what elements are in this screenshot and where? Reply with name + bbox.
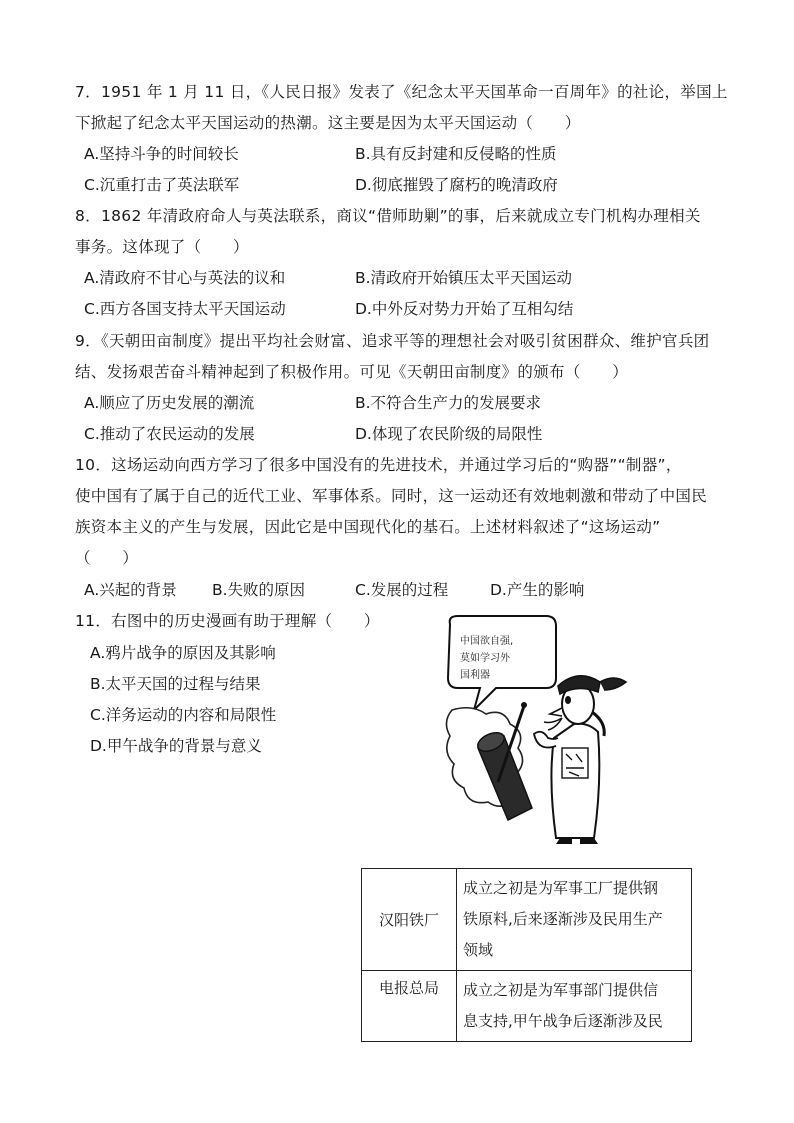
q8-option-a[interactable]: A.清政府不甘心与英法的议和 <box>84 269 286 287</box>
q11-option-c[interactable]: C.洋务运动的内容和局限性 <box>90 706 277 724</box>
q9-option-a[interactable]: A.顺应了历史发展的潮流 <box>84 394 255 412</box>
table-desc-line: 成立之初是为军事工厂提供钢 <box>463 879 659 897</box>
q7-option-c[interactable]: C.沉重打击了英法联军 <box>84 176 240 194</box>
q10-option-d[interactable]: D.产生的影响 <box>490 581 585 599</box>
bubble-text-line1: 中国欲自强, <box>460 636 514 647</box>
table-cell-desc <box>457 869 692 971</box>
q9-stem-line2: 结、发扬艰苦奋斗精神起到了积极作用。可见《天朝田亩制度》的颁布（ ） <box>75 363 629 381</box>
table-cell-name: 电报总局 <box>362 971 457 1042</box>
q10-stem-line2: 使中国有了属于自己的近代工业、军事体系。同时，这一运动还有效地刺激和带动了中国民 <box>75 487 708 505</box>
q7-stem-line2: 下掀起了纪念太平天国运动的热潮。这主要是因为太平天国运动（ ） <box>75 114 581 132</box>
history-cartoon <box>438 612 638 848</box>
q10-option-c[interactable]: C.发展的过程 <box>355 581 449 599</box>
table-cell-desc <box>457 971 692 1042</box>
q10-stem-line3: 族资本主义的产生与发展，因此它是中国现代化的基石。上述材料叙述了“这场运动” <box>75 518 661 536</box>
q8-option-b[interactable]: B.清政府开始镇压太平天国运动 <box>355 269 573 287</box>
q11-stem-line1: 11．右图中的历史漫画有助于理解（ ） <box>75 612 380 630</box>
q10-stem-line4: （ ） <box>75 549 139 567</box>
enterprise-table <box>361 868 692 1042</box>
table-desc-line: 息支持,甲午战争后逐渐涉及民 <box>463 1012 663 1030</box>
q7-stem-line1: 7．1951 年 1 月 11 日，《人民日报》发表了《纪念太平天国革命一百周年》的社论，举国上 <box>75 83 728 101</box>
q11-option-a[interactable]: A.鸦片战争的原因及其影响 <box>90 644 276 662</box>
q9-option-d[interactable]: D.体现了农民阶级的局限性 <box>355 425 543 443</box>
table-desc-line: 领域 <box>463 941 494 959</box>
q8-option-c[interactable]: C.西方各国支持太平天国运动 <box>84 300 286 318</box>
q11-option-b[interactable]: B.太平天国的过程与结果 <box>90 675 261 693</box>
table-desc-line: 铁原料,后来逐渐涉及民用生产 <box>463 910 663 928</box>
table-desc-line: 成立之初是为军事部门提供信 <box>463 981 659 999</box>
q10-option-a[interactable]: A.兴起的背景 <box>84 581 177 599</box>
q11-option-d[interactable]: D.甲午战争的背景与意义 <box>90 737 262 755</box>
q9-option-c[interactable]: C.推动了农民运动的发展 <box>84 425 255 443</box>
q7-option-d[interactable]: D.彻底摧毁了腐朽的晚清政府 <box>355 176 558 194</box>
table-row <box>362 869 692 971</box>
q8-stem-line1: 8．1862 年清政府命人与英法联系，商议“借师助剿”的事，后来就成立专门机构办理相关 <box>75 207 701 225</box>
table-cell-name: 汉阳铁厂 <box>362 869 457 971</box>
bubble-text-line3: 国利器 <box>460 670 490 681</box>
q9-option-b[interactable]: B.不符合生产力的发展要求 <box>355 394 542 412</box>
q8-option-d[interactable]: D.中外反对势力开始了互相勾结 <box>355 300 574 318</box>
table-row <box>362 971 692 1042</box>
q10-stem-line1: 10．这场运动向西方学习了很多中国没有的先进技术，并通过学习后的“购器”“制器”， <box>75 456 682 474</box>
q7-option-a[interactable]: A.坚持斗争的时间较长 <box>84 145 239 163</box>
q9-stem-line1: 9．《天朝田亩制度》提出平均社会财富、追求平等的理想社会对吸引贫困群众、维护官兵团 <box>75 332 710 350</box>
q7-option-b[interactable]: B.具有反封建和反侵略的性质 <box>355 145 557 163</box>
bubble-text-line2: 莫如学习外 <box>460 653 510 664</box>
q8-stem-line2: 事务。这体现了（ ） <box>75 238 249 256</box>
q10-option-b[interactable]: B.失败的原因 <box>212 581 306 599</box>
